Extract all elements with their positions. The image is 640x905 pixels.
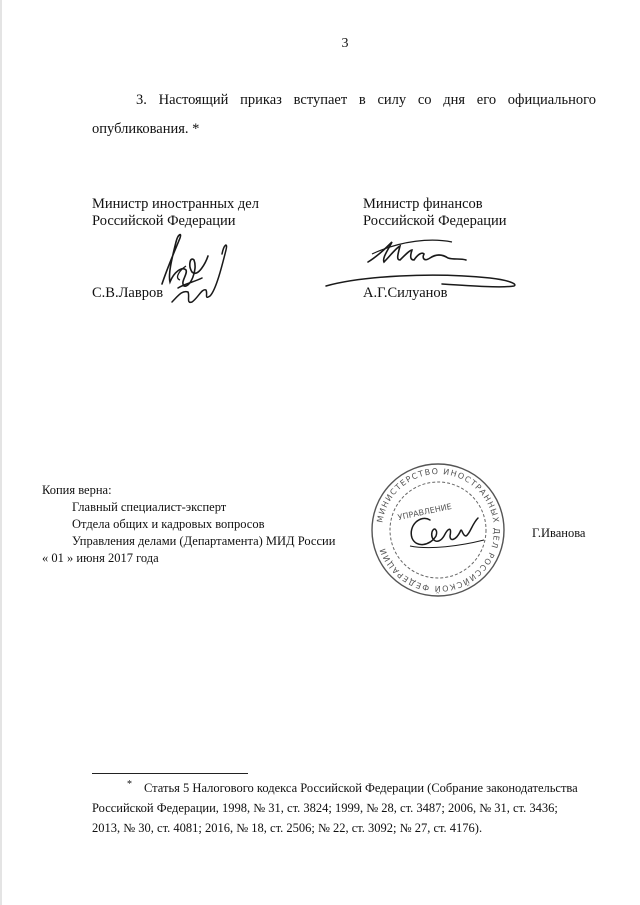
footnote-line1: * Статья 5 Налогового кодекса Российской Федерации (Собрание законодательства: [127, 778, 578, 795]
signature-siluanov: [322, 232, 522, 296]
signature-ivanova: [400, 506, 490, 556]
footnote-line2: Российской Федерации, 1998, № 31, ст. 3824; 1999, № 28, ст. 3487; 2006, № 31, ст. 3436;: [92, 801, 558, 815]
certification-date: « 01 » июня 2017 года: [42, 551, 159, 565]
page-number: 3: [341, 36, 349, 51]
clause-paragraph: [92, 86, 596, 144]
signatory-siluanov-title: [363, 196, 507, 230]
signatory-siluanov-name: А.Г.Силуанов: [363, 285, 448, 301]
signatory-title-line2: Российской Федерации: [363, 213, 507, 229]
footnote-line3: 2013, № 30, ст. 4081; 2016, № 18, ст. 2506; № 22, ст. 3092; № 27, ст. 4176).: [92, 821, 483, 835]
footnote: [92, 778, 596, 838]
certifier-name: Г.Иванова: [532, 526, 586, 540]
stamp-ring-text: МИНИСТЕРСТВО ИНОСТРАННЫХ ДЕЛ РОССИЙСКОЙ ФЕДЕРАЦИИ: [375, 466, 502, 594]
footnote-separator: [92, 773, 248, 774]
copy-certified-label: Копия верна:: [42, 483, 112, 497]
signature-lavrov: [150, 226, 240, 308]
scan-edge: [0, 0, 2, 905]
certifier-position-line1: Главный специалист-эксперт: [72, 500, 227, 514]
stamp-inner-text: УПРАВЛЕНИЕ: [396, 501, 453, 523]
signatory-title-line2: Российской Федерации: [92, 213, 236, 229]
clause-text: 3. Настоящий приказ вступает в силу со дня его официального опубликования.: [92, 92, 596, 137]
footnote-reference-mark: *: [192, 121, 200, 137]
certifier-position-line2: Отдела общих и кадровых вопросов: [72, 517, 265, 531]
signatory-lavrov-title: [92, 196, 259, 230]
signatory-title-line1: Министр финансов: [363, 196, 483, 212]
signatory-title-line1: Министр иностранных дел: [92, 196, 259, 212]
certifier-position-line3: Управления делами (Департамента) МИД России: [72, 534, 336, 548]
signatory-lavrov-name: С.В.Лавров: [92, 285, 164, 301]
